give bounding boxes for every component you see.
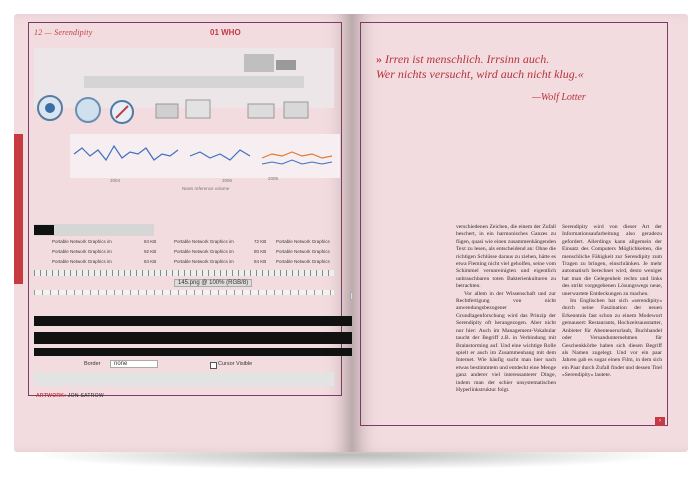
drive-icon: [186, 100, 210, 118]
quote-line-1: Irren ist menschlich. Irrsinn auch.: [385, 52, 550, 66]
quote-line-2: Wer nichts versucht, wird auch nicht klug.«: [376, 67, 584, 81]
cursor-visible-checkbox[interactable]: [210, 362, 217, 369]
ruler: [34, 270, 334, 276]
trend-charts: [70, 134, 340, 182]
year-label: 2006: [222, 178, 233, 183]
paragraph: Vor allem in der Wissenschaft und zur Rechtfertigung von nicht anwendungsbezogener Grundlagenforschung wird das Prinzip der Serendipity oft herangezogen. Aber nicht nur hier: Auch im Management-Vokabular taucht der Begriff z.B. in Verbindung mit Brainstorming auf. Und eine wichtige Rolle spielt er auch im Zusammenhang mit dem Internet. Wie häufig sucht man hier nach etwas bestimmtem und entdeckt eine Menge ganz anderer viel interessanterer Dinge, indem man der schier unsystematischen Hyperlinkstruktur folgt.: [456, 290, 556, 393]
cursor-visible-label: Cursor Visible: [218, 361, 253, 367]
chart-caption: News reference volume: [182, 186, 230, 191]
ruler: [34, 290, 334, 295]
paragraph: Serendipity wird von dieser Art der Informationsaufarbeitung also geradezu gefordert. Allerdings kann allgemein der Einsatz des Computers Möglichkeiten, die menschliche Fähigkeit zur Serendipity zum Tragen zu bringen, einschränken. Je mehr automatisch berechnet wird, desto weniger hat man die Gelegenheit rechts und links des strikt vorgegebenen Lösungswegs neue, unerwartete Entdeckungen zu machen.: [562, 224, 662, 297]
scrollbar-thumb: [34, 225, 54, 235]
paragraph: Im Englischen hat sich »serendipity« durch seine Faszination der neuen Erkenntnis fast schon zu einem Modewort gemausert: Restaurants, Hochzeitsausstatter, Anbieter für Abenteuerurlaub, Buchhandel oder Versandunternehmen für Geschenkkörbe haben sich diesen Begriff als Namen zugelegt. Und vor ein paar Jahren gab es sogar einen Film, in dem sich ein Paar durch Zufall findet und dessen Titel »Serendipity« lautete.: [562, 298, 662, 379]
quote-mark: »: [376, 52, 382, 66]
window-icon: [156, 104, 178, 118]
right-page: [352, 14, 688, 452]
paragraph: verschiedenen Zeichen, die einem der Zufall beschert, in ein harmonisches Ganzes zu fügen, quasi wie einen zusammenhängenden Text zu lesen, als entscheidend an: Ohne die richtigen Schlüsse daraus zu ziehen, hätte es etwa Fleming nicht viel geholfen, seine vom Schimmel verunreinigten und eigentlich unbrauchbaren toten Bakterienkulturen zu betrachten.: [456, 224, 556, 290]
credit-name: JON SATROW: [67, 393, 104, 399]
section-label: 01 WHO: [210, 28, 241, 37]
icon-row: [36, 90, 336, 134]
device-icon: [284, 102, 308, 118]
file-type: Portable Network Graphics: [276, 239, 330, 244]
credit-label: ARTWORK:: [36, 393, 67, 399]
file-type: Portable Network Graphics im: [174, 249, 234, 254]
file-type: Portable Network Graphics im: [174, 239, 234, 244]
file-size: 84 KB: [144, 259, 157, 264]
file-type: Portable Network Graphics im: [52, 249, 112, 254]
file-size: 84 KB: [254, 259, 267, 264]
file-type: Portable Network Graphics: [276, 249, 330, 254]
file-type: Portable Network Graphics im: [52, 259, 112, 264]
black-bar: [34, 332, 352, 344]
toolbar-row: [84, 76, 304, 88]
black-bar: [34, 316, 352, 326]
document-tab[interactable]: 145.png @ 100% (RGB/8): [174, 279, 252, 287]
running-header: 12 — Serendipity: [34, 28, 93, 37]
year-label: 2004: [110, 178, 121, 183]
left-page: [14, 14, 352, 452]
compass-center-icon: [45, 103, 55, 113]
file-type: Portable Network Graphics im: [174, 259, 234, 264]
file-size: 92 KB: [144, 249, 157, 254]
text-column-2: [562, 224, 662, 380]
file-size: 72 KB: [254, 239, 267, 244]
year-label: 2005: [268, 176, 279, 181]
toolbar-block: [244, 54, 274, 72]
screen-icon: [248, 104, 274, 118]
status-strip: [34, 372, 334, 386]
file-size: 80 KB: [254, 249, 267, 254]
page-marker: ›: [655, 417, 665, 426]
toolbar-block: [276, 60, 296, 70]
border-label: Border: [84, 361, 101, 367]
border-select[interactable]: none: [110, 360, 158, 368]
file-type: Portable Network Graphics im: [52, 239, 112, 244]
file-type: Portable Network Graphics: [276, 259, 330, 264]
quote-author: —Wolf Lotter: [532, 92, 586, 103]
globe-icon: [76, 98, 100, 122]
black-bar: [34, 348, 352, 356]
red-side-tab: [14, 134, 23, 284]
pull-quote: [376, 52, 656, 82]
file-size: 84 KB: [144, 239, 157, 244]
artwork-credit: [36, 393, 104, 399]
text-column-1: [456, 224, 556, 394]
